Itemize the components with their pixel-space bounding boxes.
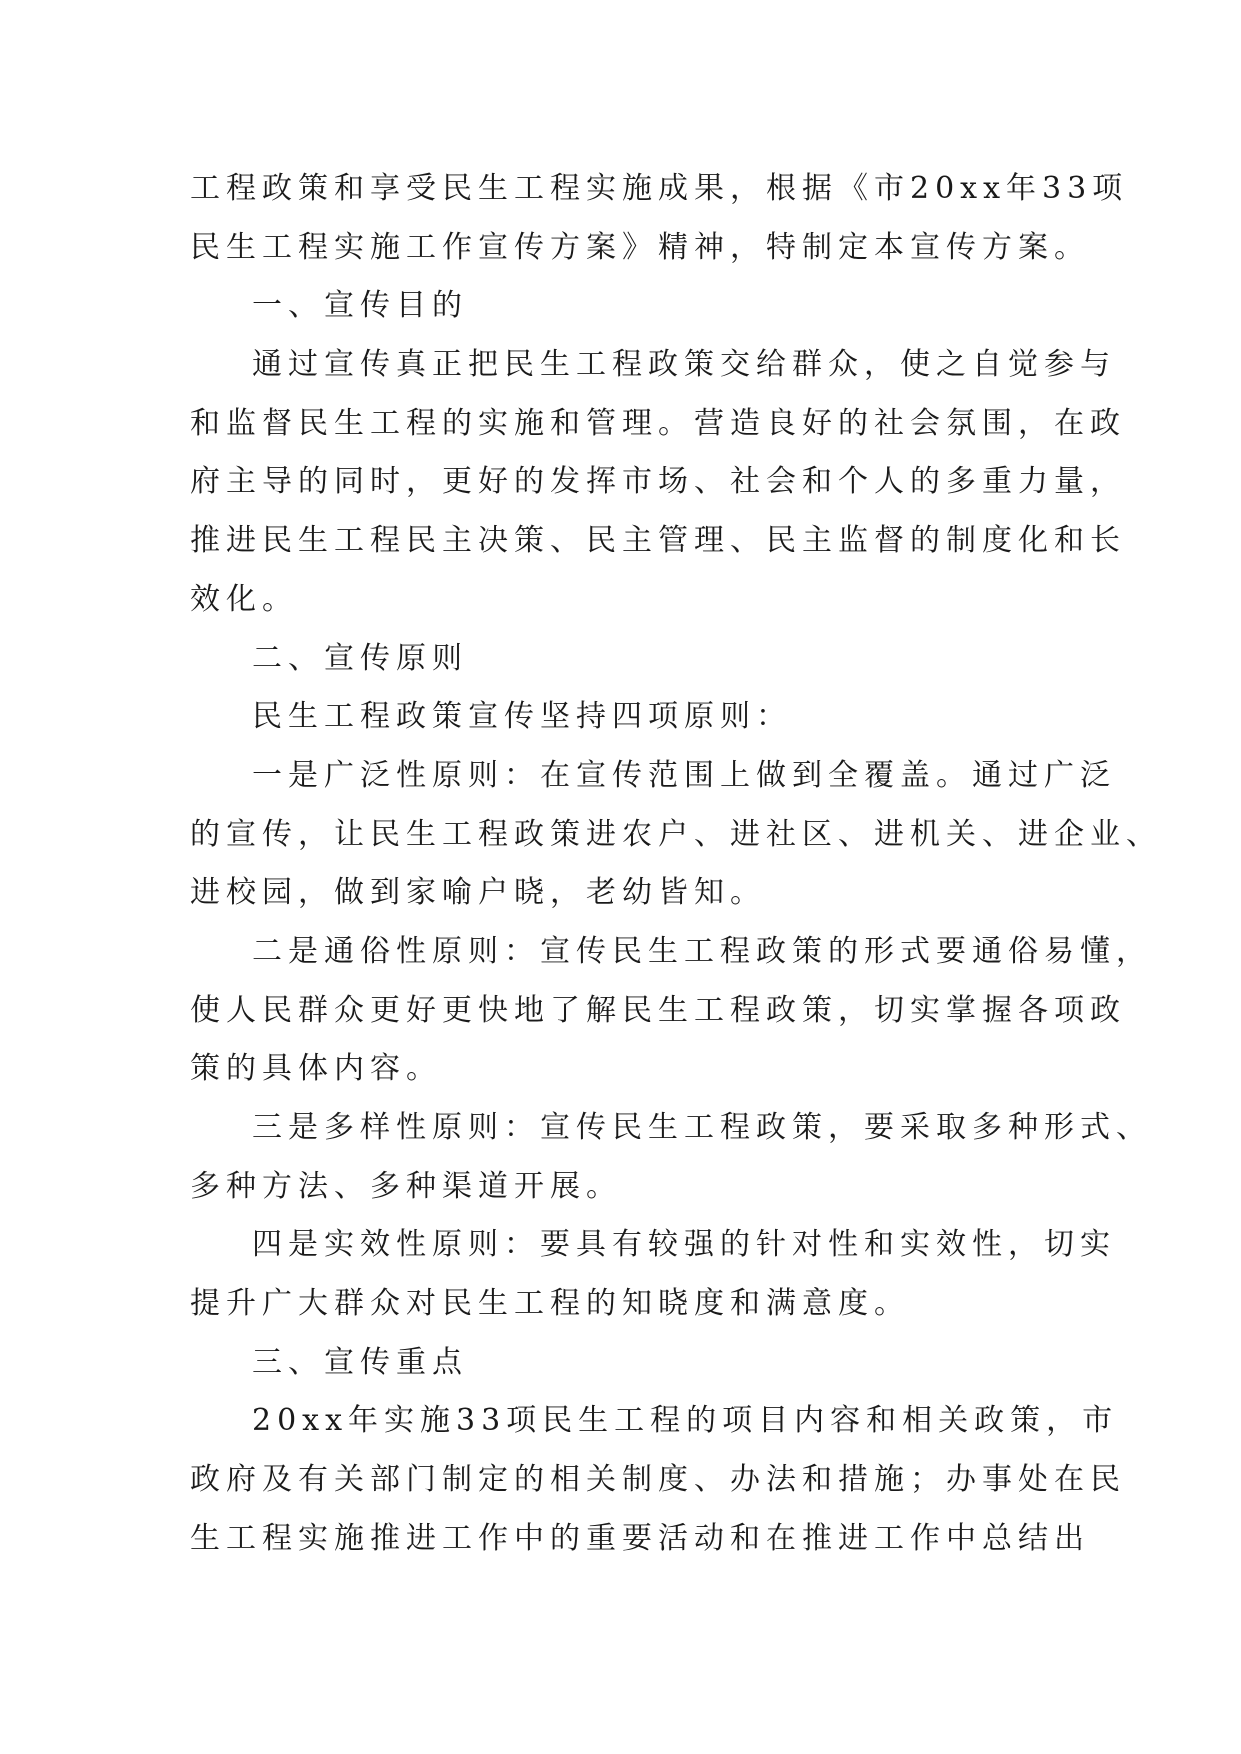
text-line: 二是通俗性原则：宣传民生工程政策的形式要通俗易懂，: [252, 933, 1152, 969]
document-page: [190, 160, 1162, 1569]
text-line: 策的具体内容。: [190, 1051, 442, 1087]
text-line: 使人民群众更好更快地了解民生工程政策，切实掌握各项政: [190, 992, 1126, 1028]
text-line: 和监督民生工程的实施和管理。营造良好的社会氛围，在政: [190, 405, 1126, 441]
text-line: 推进民生工程民主决策、民主管理、民主监督的制度化和长: [190, 523, 1126, 559]
text-line: 的宣传，让民生工程政策进农户、进社区、进机关、进企业、: [190, 816, 1162, 852]
text-line: 一是广泛性原则：在宣传范围上做到全覆盖。通过广泛: [252, 757, 1116, 793]
section-heading: 一、宣传目的: [252, 288, 468, 324]
text-line: 提升广大群众对民生工程的知晓度和满意度。: [190, 1286, 910, 1322]
text-line: 工程政策和享受民生工程实施成果，根据《市20xx年33项: [190, 171, 1129, 206]
text-line: 三是多样性原则：宣传民生工程政策，要采取多种形式、: [252, 1110, 1152, 1145]
text-line: 效化。: [190, 581, 298, 617]
text-line: 20xx年实施33项民生工程的项目内容和相关政策，市: [252, 1403, 1119, 1439]
text-line: 四是实效性原则：要具有较强的针对性和实效性，切实: [252, 1227, 1116, 1263]
text-line: 政府及有关部门制定的相关制度、办法和措施；办事处在民: [190, 1462, 1126, 1498]
text-line: 进校园，做到家喻户晓，老幼皆知。: [190, 875, 766, 911]
text-line: 民生工程政策宣传坚持四项原则：: [252, 699, 792, 735]
text-line: 多种方法、多种渠道开展。: [190, 1168, 622, 1204]
text-line: 生工程实施推进工作中的重要活动和在推进工作中总结出: [190, 1520, 1090, 1556]
text-line: 府主导的同时，更好的发挥市场、社会和个人的多重力量，: [190, 464, 1126, 500]
text-line: 民生工程实施工作宣传方案》精神，特制定本宣传方案。: [190, 229, 1090, 265]
text-line: 通过宣传真正把民生工程政策交给群众，使之自觉参与: [252, 347, 1116, 383]
section-heading: 三、宣传重点: [252, 1344, 468, 1380]
section-heading: 二、宣传原则: [252, 640, 468, 676]
